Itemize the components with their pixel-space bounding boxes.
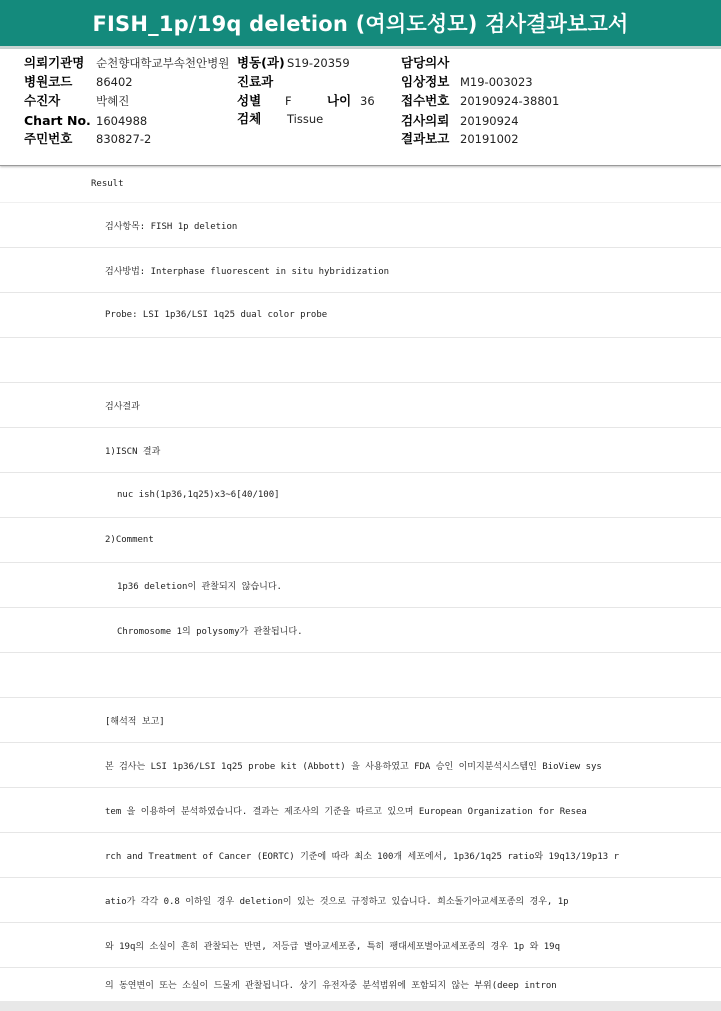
institution-label: 의뢰기관명 <box>24 55 85 70</box>
dept-label: 진료과 <box>237 74 274 89</box>
report-value: 20191002 <box>460 132 519 146</box>
clinical-info-label: 임상정보 <box>401 74 450 89</box>
report-line: 검사방법: Interphase fluorescent in situ hybridization <box>0 248 721 293</box>
hospital-code-value: 86402 <box>96 75 133 89</box>
age-label: 나이 <box>327 93 352 108</box>
patient-label: 수진자 <box>24 93 61 108</box>
resident-value: 830827-2 <box>96 132 152 146</box>
report-line: rch and Treatment of Cancer (EORTC) 기준에 따라 최소 100개 세포에서, 1p36/1q25 ratio와 19q13/19p13 r <box>0 833 721 878</box>
report-line: atio가 각각 0.8 이하일 경우 deletion이 있는 것으로 규정하고 있습니다. 희소돌기아교세포종의 경우, 1p <box>0 878 721 923</box>
report-line <box>0 338 721 383</box>
specimen-label: 검체 <box>237 111 262 126</box>
report-line: 와 19q의 소실이 흔히 관찰되는 반면, 저등급 별아교세포종, 특히 팽대세포별아교세포종의 경우 1p 와 19q <box>0 923 721 968</box>
bottom-scroll-area[interactable] <box>0 1001 721 1011</box>
ward-value: S19-20359 <box>287 56 350 70</box>
report-title-bar <box>0 0 721 49</box>
chart-label: Chart No. <box>24 113 91 128</box>
report-line <box>0 653 721 698</box>
report-line: 검사결과 <box>0 383 721 428</box>
sex-label: 성별 <box>237 93 262 108</box>
report-line: tem 을 이용하여 분석하였습니다. 결과는 제조사의 기준을 따르고 있으며 European Organization for Resea <box>0 788 721 833</box>
report-line: Probe: LSI 1p36/LSI 1q25 dual color probe <box>0 293 721 338</box>
patient-value: 박혜진 <box>96 94 130 108</box>
report-line: Result <box>0 166 721 203</box>
report-line: 1)ISCN 결과 <box>0 428 721 473</box>
report-line: 의 동연변이 또는 소실이 드물게 관찰됩니다. 상기 유전자중 분석범위에 포함되지 않는 부위(deep intron <box>105 981 557 991</box>
report-title: FISH_1p/19q deletion (여의도성모) 검사결과보고서 <box>92 12 629 36</box>
patient-info-header <box>0 49 721 166</box>
institution-value: 순천향대학교부속천안병원 <box>96 56 230 70</box>
ward-label: 병동(과) <box>237 55 285 70</box>
report-line: 검사항목: FISH 1p deletion <box>0 203 721 248</box>
receipt-label: 접수번호 <box>401 93 450 108</box>
request-label: 검사의뢰 <box>401 113 450 128</box>
clinical-info-value: M19-003023 <box>460 75 533 89</box>
doctor-label: 담당의사 <box>401 55 450 70</box>
sex-value: F <box>285 94 292 108</box>
chart-value: 1604988 <box>96 114 148 128</box>
receipt-value: 20190924-38801 <box>460 94 560 108</box>
resident-label: 주민번호 <box>24 131 73 146</box>
report-body <box>0 166 721 1001</box>
age-value: 36 <box>360 94 375 108</box>
report-line: 2)Comment <box>0 518 721 563</box>
request-value: 20190924 <box>460 114 519 128</box>
report-line: [해석적 보고] <box>0 698 721 743</box>
report-line: 1p36 deletion이 관찰되지 않습니다. <box>0 563 721 608</box>
report-line: nuc ish(1p36,1q25)x3~6[40/100] <box>0 473 721 518</box>
report-line: 본 검사는 LSI 1p36/LSI 1q25 probe kit (Abbott) 을 사용하였고 FDA 승인 이미지분석시스템인 BioView sys <box>0 743 721 788</box>
specimen-value: Tissue <box>287 112 324 126</box>
report-line: Chromosome 1의 polysomy가 관찰됩니다. <box>0 608 721 653</box>
hospital-code-label: 병원코드 <box>24 74 73 89</box>
report-label: 결과보고 <box>401 131 450 146</box>
